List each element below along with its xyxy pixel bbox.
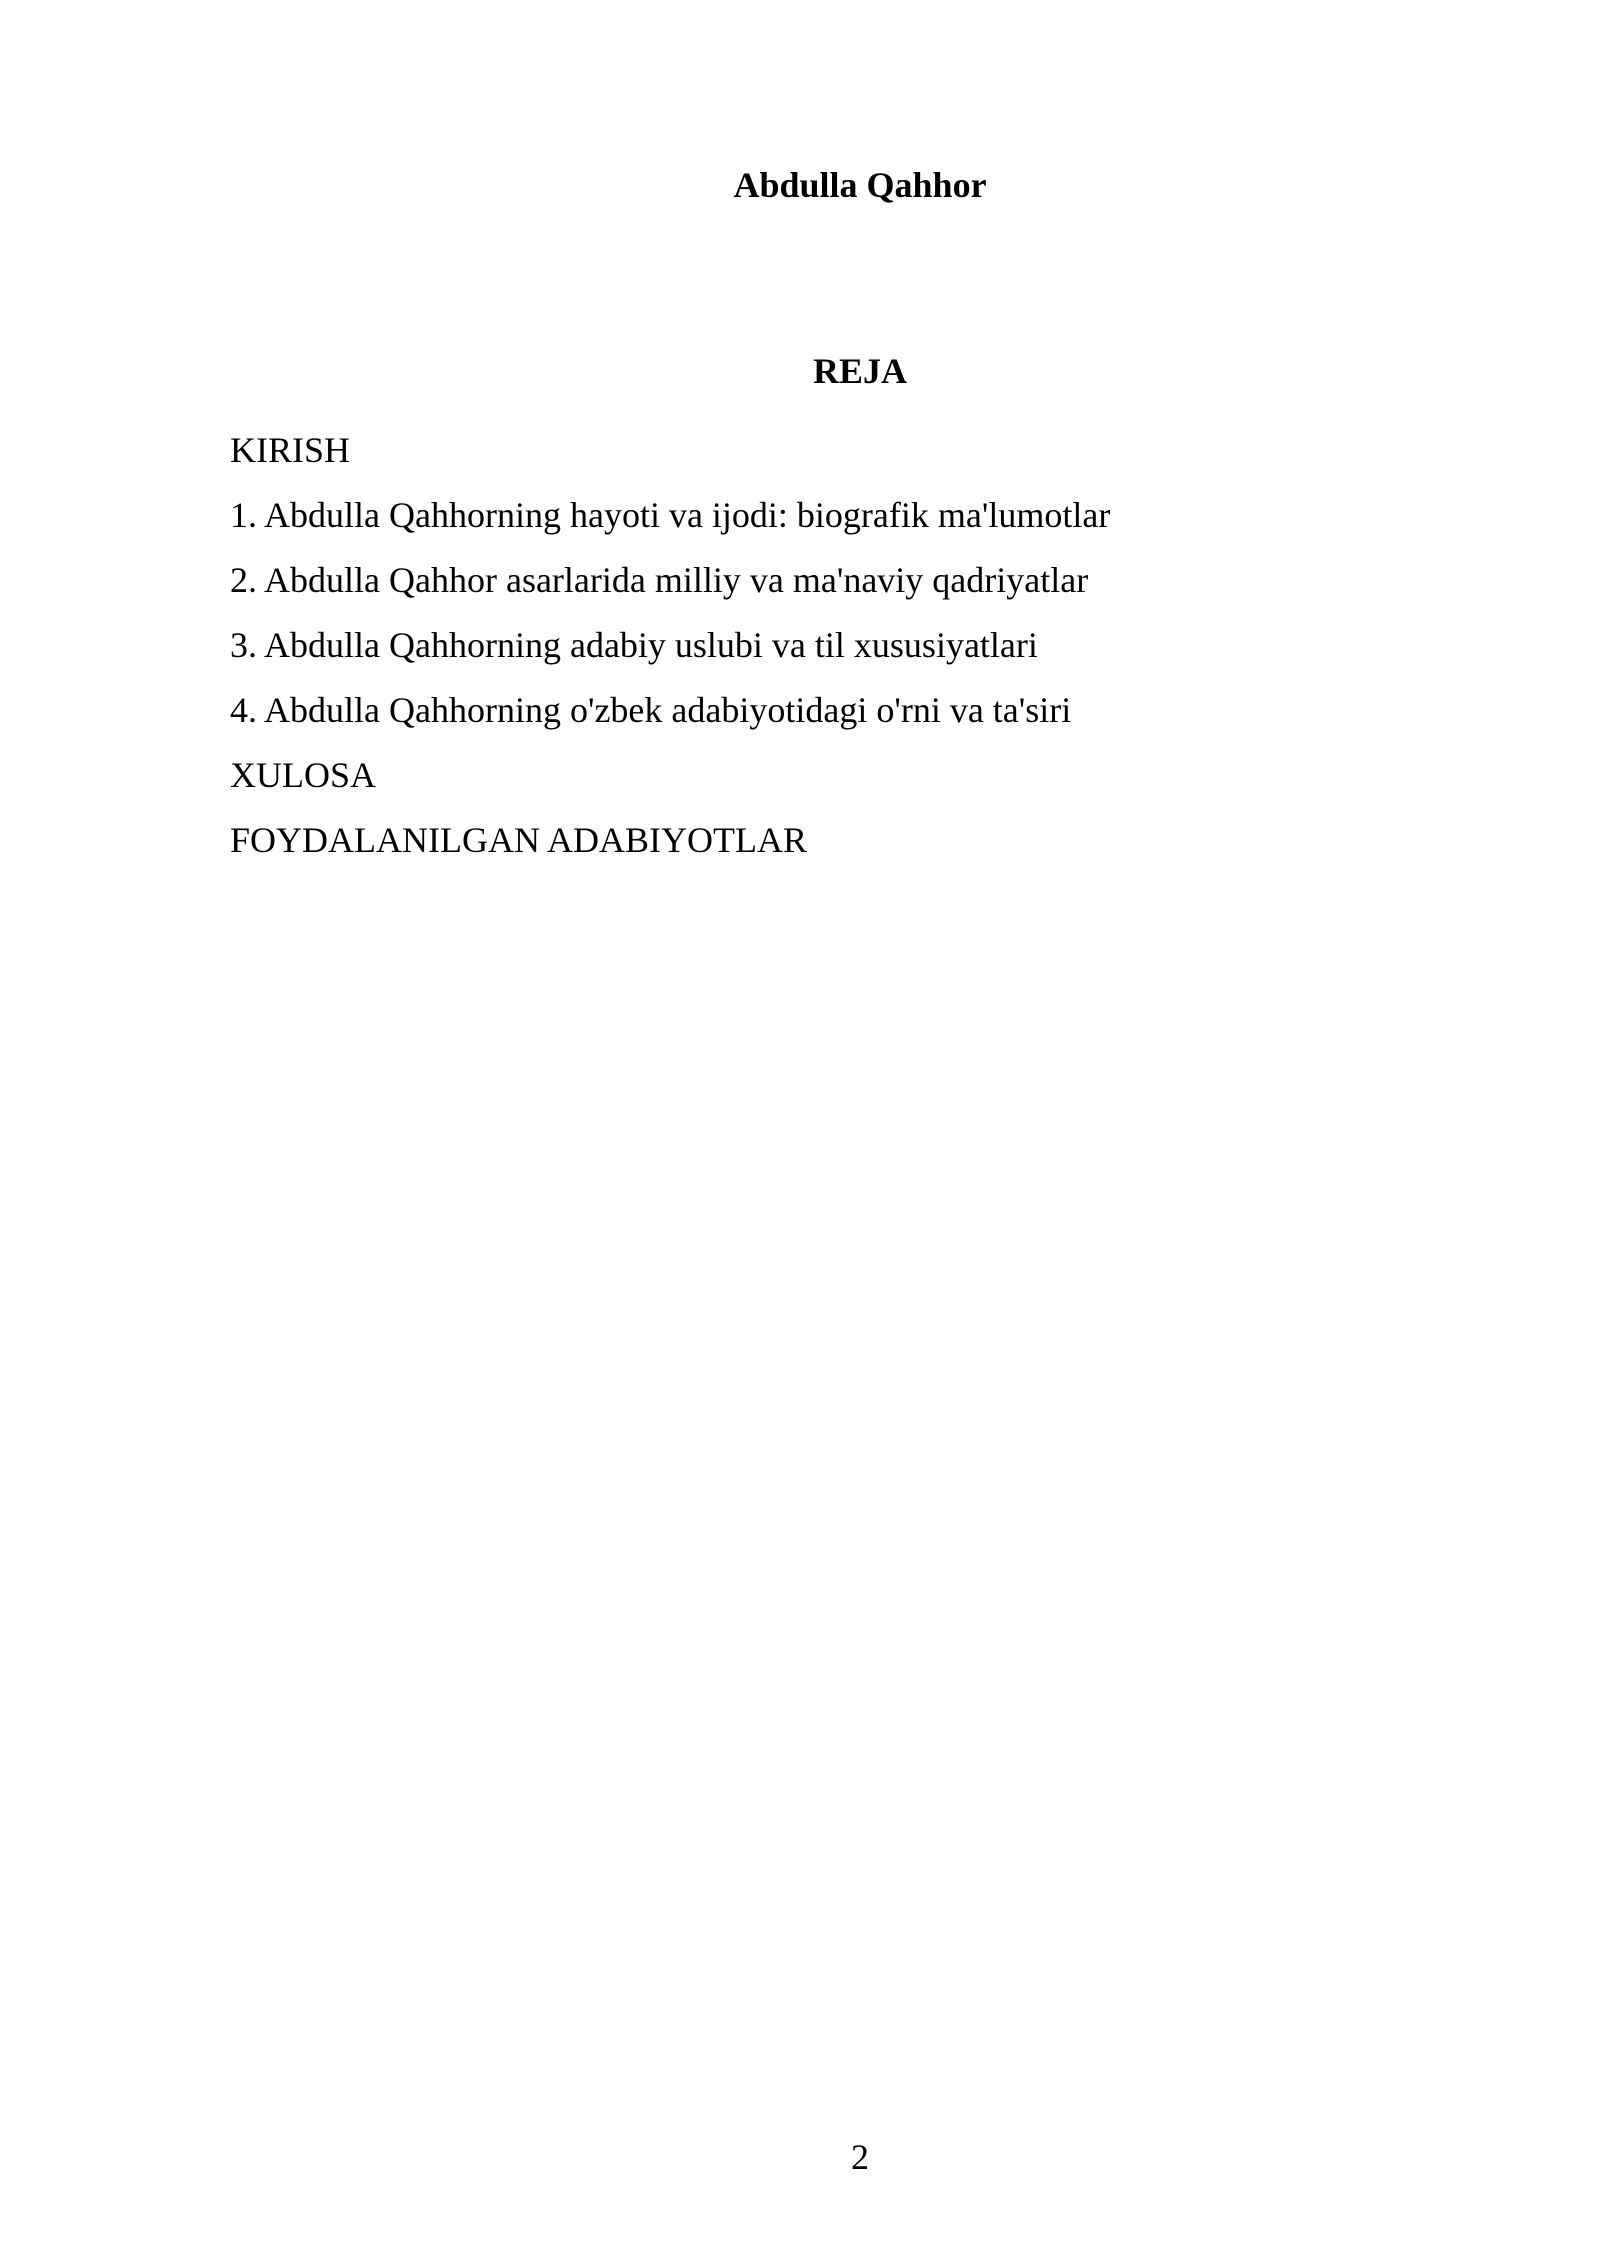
- plan-item-introduction: KIRISH: [230, 430, 351, 470]
- plan-item-2: 2. Abdulla Qahhor asarlarida milliy va ma'naviy qadriyatlar: [230, 560, 1089, 600]
- plan-item-3: 3. Abdulla Qahhorning adabiy uslubi va til xususiyatlari: [230, 625, 1038, 665]
- plan-heading: REJA: [812, 351, 907, 391]
- page-number: 2: [851, 2137, 869, 2177]
- document-title: Abdulla Qahhor: [733, 165, 987, 205]
- plan-item-4: 4. Abdulla Qahhorning o'zbek adabiyotidagi o'rni va ta'siri: [230, 690, 1072, 730]
- plan-item-references: FOYDALANILGAN ADABIYOTLAR: [230, 820, 807, 860]
- plan-list: [230, 418, 1430, 873]
- plan-item-1: 1. Abdulla Qahhorning hayoti va ijodi: biografik ma'lumotlar: [230, 495, 1111, 535]
- plan-item-conclusion: XULOSA: [230, 755, 377, 795]
